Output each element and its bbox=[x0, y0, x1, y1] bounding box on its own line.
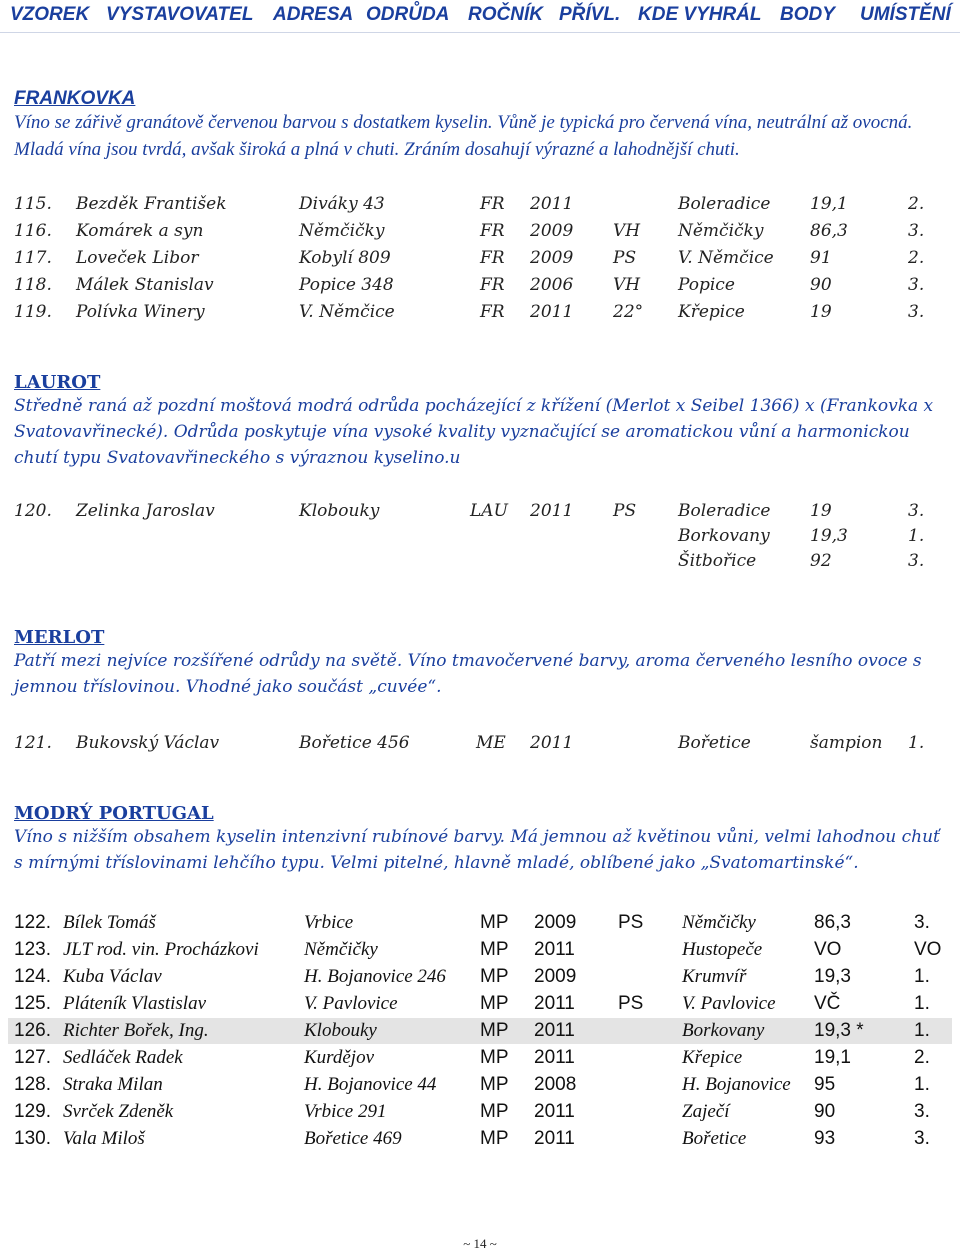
cell-variety: FR bbox=[480, 302, 505, 322]
frankovka-row bbox=[8, 191, 952, 217]
cell-year: 2011 bbox=[530, 733, 574, 753]
frankovka-description: Víno se zářivě granátově červenou barvou s dostatkem kyselin. Vůně je typická pro červená vína, neutrální až ovocná. Mladá vína jsou tvrdá, avšak široká a plná v chuti. Zráním dosahují výrazné a lahodnější chuti. bbox=[14, 112, 913, 160]
cell-where: Němčičky bbox=[682, 912, 756, 933]
portugal-row bbox=[8, 964, 952, 990]
cell-points: 19,3 bbox=[810, 526, 848, 546]
cell-name: Vala Miloš bbox=[63, 1128, 145, 1149]
frankovka-row bbox=[8, 272, 952, 298]
cell-where: Šitbořice bbox=[678, 551, 757, 571]
cell-address: Kobylí 809 bbox=[299, 248, 391, 268]
laurot-row bbox=[8, 523, 952, 549]
cell-points: 86,3 bbox=[814, 912, 851, 933]
cell-points: VČ bbox=[814, 993, 841, 1014]
cell-address: Popice 348 bbox=[299, 275, 394, 295]
cell-variety: MP bbox=[480, 912, 509, 933]
cell-place: 3. bbox=[908, 501, 925, 521]
cell-where: Hustopeče bbox=[682, 939, 763, 960]
cell-name: Loveček Libor bbox=[76, 248, 199, 268]
merlot-title: MERLOT bbox=[14, 627, 105, 648]
cell-where: Boleradice bbox=[678, 501, 771, 521]
cell-place: 3. bbox=[908, 275, 925, 295]
cell-name: Richter Bořek, Ing. bbox=[63, 1020, 209, 1041]
cell-variety: MP bbox=[480, 1047, 509, 1068]
cell-variety: MP bbox=[480, 1074, 509, 1095]
laurot-row bbox=[8, 498, 952, 524]
laurot-description: Středně raná až pozdní moštová modrá odrůda pocházející z křížení (Merlot x Seibel 1366) x (Frankovka x Svatovavřinecké). Odrůda poskytuje vína vysoké kvality vyznačující se aromatickou vůní a harmonickou chutí typu Svatovavřineckého s výraznou kyselino.u bbox=[14, 396, 934, 468]
cell-attr: PS bbox=[613, 501, 637, 521]
cell-address: V. Němčice bbox=[299, 302, 395, 322]
laurot-row bbox=[8, 548, 952, 574]
frankovka-title: FRANKOVKA bbox=[14, 88, 136, 109]
cell-no: 119. bbox=[14, 302, 52, 322]
header-vzorek: VZOREK bbox=[10, 4, 90, 25]
cell-variety: ME bbox=[476, 733, 506, 753]
cell-place: 3. bbox=[908, 551, 925, 571]
cell-name: Sedláček Radek bbox=[63, 1047, 183, 1068]
cell-name: Zelinka Jaroslav bbox=[76, 501, 215, 521]
cell-no: 127. bbox=[14, 1047, 51, 1068]
cell-where: Boleradice bbox=[678, 194, 771, 214]
cell-where: V. Němčice bbox=[678, 248, 774, 268]
cell-year: 2011 bbox=[534, 1101, 575, 1122]
portugal-row bbox=[8, 1072, 952, 1098]
cell-place: 1. bbox=[908, 526, 925, 546]
cell-attr: 22° bbox=[613, 302, 644, 322]
cell-attr: PS bbox=[618, 993, 644, 1014]
cell-points: VO bbox=[814, 939, 842, 960]
header-odruda: ODRŮDA bbox=[366, 4, 450, 25]
cell-attr: PS bbox=[618, 912, 644, 933]
header-vystavovatel: VYSTAVOVATEL bbox=[106, 4, 254, 25]
laurot-title: LAUROT bbox=[14, 372, 101, 393]
page-number: ~ 14 ~ bbox=[463, 1236, 497, 1251]
cell-where: Zaječí bbox=[682, 1101, 730, 1122]
section-merlot bbox=[14, 627, 944, 700]
cell-where: Bořetice bbox=[682, 1128, 747, 1149]
column-header bbox=[0, 0, 960, 33]
header-adresa: ADRESA bbox=[273, 4, 354, 25]
cell-address: Bořetice 469 bbox=[304, 1128, 402, 1149]
cell-no: 116. bbox=[14, 221, 52, 241]
cell-address: Klobouky bbox=[299, 501, 380, 521]
cell-where: Krumvíř bbox=[682, 966, 747, 987]
cell-place: 1. bbox=[914, 993, 930, 1014]
cell-place: 3. bbox=[908, 302, 925, 322]
cell-where: H. Bojanovice bbox=[682, 1074, 791, 1095]
cell-points: 19,1 bbox=[814, 1047, 851, 1068]
cell-place: VO bbox=[914, 939, 942, 960]
cell-year: 2011 bbox=[530, 194, 574, 214]
cell-points: 19 bbox=[810, 501, 832, 521]
cell-no: 121. bbox=[14, 733, 52, 753]
cell-year: 2006 bbox=[530, 275, 574, 295]
cell-address: Kurdějov bbox=[304, 1047, 375, 1068]
cell-variety: FR bbox=[480, 221, 505, 241]
cell-year: 2009 bbox=[530, 221, 574, 241]
cell-place: 2. bbox=[908, 194, 925, 214]
cell-year: 2011 bbox=[530, 501, 574, 521]
cell-variety: LAU bbox=[470, 501, 508, 521]
cell-year: 2009 bbox=[534, 912, 577, 933]
cell-year: 2011 bbox=[534, 939, 575, 960]
cell-attr: VH bbox=[613, 275, 641, 295]
cell-year: 2011 bbox=[530, 302, 574, 322]
cell-where: Němčičky bbox=[678, 221, 764, 241]
cell-variety: MP bbox=[480, 966, 509, 987]
cell-no: 125. bbox=[14, 993, 51, 1014]
cell-where: Křepice bbox=[682, 1047, 743, 1068]
cell-name: Straka Milan bbox=[63, 1074, 163, 1095]
cell-where: Borkovany bbox=[682, 1020, 765, 1041]
merlot-row bbox=[8, 730, 952, 756]
cell-no: 118. bbox=[14, 275, 52, 295]
cell-attr: PS bbox=[613, 248, 637, 268]
cell-attr: VH bbox=[613, 221, 641, 241]
cell-year: 2011 bbox=[534, 1020, 575, 1041]
cell-year: 2011 bbox=[534, 1047, 575, 1068]
cell-variety: MP bbox=[480, 1128, 509, 1149]
cell-points: 93 bbox=[814, 1128, 836, 1149]
cell-no: 120. bbox=[14, 501, 52, 521]
cell-no: 115. bbox=[14, 194, 52, 214]
cell-year: 2011 bbox=[534, 993, 575, 1014]
cell-no: 126. bbox=[14, 1020, 51, 1041]
frankovka-row bbox=[8, 299, 952, 325]
cell-name: Pláteník Vlastislav bbox=[63, 993, 207, 1014]
cell-points: 19 bbox=[810, 302, 832, 322]
cell-points: 86,3 bbox=[810, 221, 848, 241]
cell-place: 3. bbox=[908, 221, 925, 241]
cell-points: 19,3 * bbox=[814, 1020, 864, 1041]
cell-where: Křepice bbox=[678, 302, 745, 322]
cell-place: 2. bbox=[908, 248, 925, 268]
cell-place: 1. bbox=[914, 1020, 930, 1041]
cell-no: 117. bbox=[14, 248, 52, 268]
cell-variety: MP bbox=[480, 1101, 509, 1122]
cell-variety: FR bbox=[480, 194, 505, 214]
cell-points: 91 bbox=[810, 248, 832, 268]
cell-no: 128. bbox=[14, 1074, 51, 1095]
cell-year: 2011 bbox=[534, 1128, 575, 1149]
cell-place: 3. bbox=[914, 1128, 930, 1149]
header-privl: PŘÍVL. bbox=[559, 4, 621, 25]
cell-points: 19,1 bbox=[810, 194, 848, 214]
portugal-row bbox=[8, 1099, 952, 1125]
portugal-description: Víno s nižším obsahem kyselin intenzivní rubínové barvy. Má jemnou až květinou vůni, velmi lahodnou chuť s mírnými tříslovinami lehčího typu. Velmi pitelné, hlavně mladé, oblíbené jako „Svatomartinské“. bbox=[14, 827, 940, 873]
cell-address: Bořetice 456 bbox=[299, 733, 410, 753]
cell-name: JLT rod. vin. Procházkovi bbox=[63, 939, 259, 960]
cell-address: Vrbice bbox=[304, 912, 354, 933]
header-umisteni: UMÍSTĚNÍ bbox=[860, 4, 951, 25]
cell-place: 2. bbox=[914, 1047, 930, 1068]
cell-points: 92 bbox=[810, 551, 832, 571]
cell-where: Borkovany bbox=[678, 526, 770, 546]
cell-name: Bezděk František bbox=[76, 194, 227, 214]
cell-place: 3. bbox=[914, 1101, 930, 1122]
cell-no: 123. bbox=[14, 939, 51, 960]
section-laurot bbox=[14, 372, 944, 471]
cell-address: Diváky 43 bbox=[299, 194, 385, 214]
cell-points: 95 bbox=[814, 1074, 836, 1095]
cell-name: Bílek Tomáš bbox=[63, 912, 156, 933]
portugal-row bbox=[8, 991, 952, 1017]
cell-variety: MP bbox=[480, 1020, 509, 1041]
portugal-row bbox=[8, 937, 952, 963]
cell-no: 130. bbox=[14, 1128, 51, 1149]
section-frankovka bbox=[14, 88, 944, 163]
cell-where: V. Pavlovice bbox=[682, 993, 776, 1014]
portugal-row bbox=[8, 910, 952, 936]
portugal-row bbox=[8, 1045, 952, 1071]
cell-no: 124. bbox=[14, 966, 51, 987]
cell-points: 19,3 bbox=[814, 966, 851, 987]
cell-place: 1. bbox=[914, 1074, 930, 1095]
cell-address: H. Bojanovice 246 bbox=[304, 966, 446, 987]
cell-name: Svrček Zdeněk bbox=[63, 1101, 174, 1122]
cell-variety: FR bbox=[480, 248, 505, 268]
cell-name: Polívka Winery bbox=[76, 302, 205, 322]
portugal-row bbox=[8, 1018, 952, 1044]
cell-points: 90 bbox=[814, 1101, 836, 1122]
cell-place: 1. bbox=[908, 733, 925, 753]
frankovka-row bbox=[8, 245, 952, 271]
cell-name: Kuba Václav bbox=[63, 966, 162, 987]
cell-place: 3. bbox=[914, 912, 930, 933]
header-body: BODY bbox=[780, 4, 835, 25]
cell-variety: MP bbox=[480, 939, 509, 960]
header-kde-vyhral: KDE VYHRÁL bbox=[638, 4, 762, 25]
cell-place: 1. bbox=[914, 966, 930, 987]
cell-points: šampion bbox=[810, 733, 883, 753]
cell-address: Vrbice 291 bbox=[304, 1101, 387, 1122]
cell-where: Popice bbox=[678, 275, 735, 295]
cell-address: Klobouky bbox=[304, 1020, 377, 1041]
cell-year: 2009 bbox=[530, 248, 574, 268]
cell-address: V. Pavlovice bbox=[304, 993, 398, 1014]
section-modry-portugal bbox=[14, 803, 944, 876]
portugal-row bbox=[8, 1126, 952, 1152]
cell-where: Bořetice bbox=[678, 733, 751, 753]
cell-name: Málek Stanislav bbox=[76, 275, 214, 295]
cell-year: 2009 bbox=[534, 966, 577, 987]
cell-points: 90 bbox=[810, 275, 832, 295]
cell-name: Komárek a syn bbox=[76, 221, 204, 241]
cell-address: H. Bojanovice 44 bbox=[304, 1074, 437, 1095]
frankovka-row bbox=[8, 218, 952, 244]
cell-no: 122. bbox=[14, 912, 51, 933]
portugal-title: MODRÝ PORTUGAL bbox=[14, 803, 214, 824]
merlot-description: Patří mezi nejvíce rozšířené odrůdy na světě. Víno tmavočervené barvy, aroma červeného lesního ovoce s jemnou tříslovinou. Vhodné jako součást „cuvée“. bbox=[14, 651, 922, 697]
cell-no: 129. bbox=[14, 1101, 51, 1122]
header-rocnik: ROČNÍK bbox=[468, 4, 543, 25]
cell-variety: FR bbox=[480, 275, 505, 295]
cell-year: 2008 bbox=[534, 1074, 577, 1095]
cell-address: Němčičky bbox=[304, 939, 378, 960]
cell-name: Bukovský Václav bbox=[76, 733, 220, 753]
cell-variety: MP bbox=[480, 993, 509, 1014]
cell-address: Němčičky bbox=[299, 221, 385, 241]
